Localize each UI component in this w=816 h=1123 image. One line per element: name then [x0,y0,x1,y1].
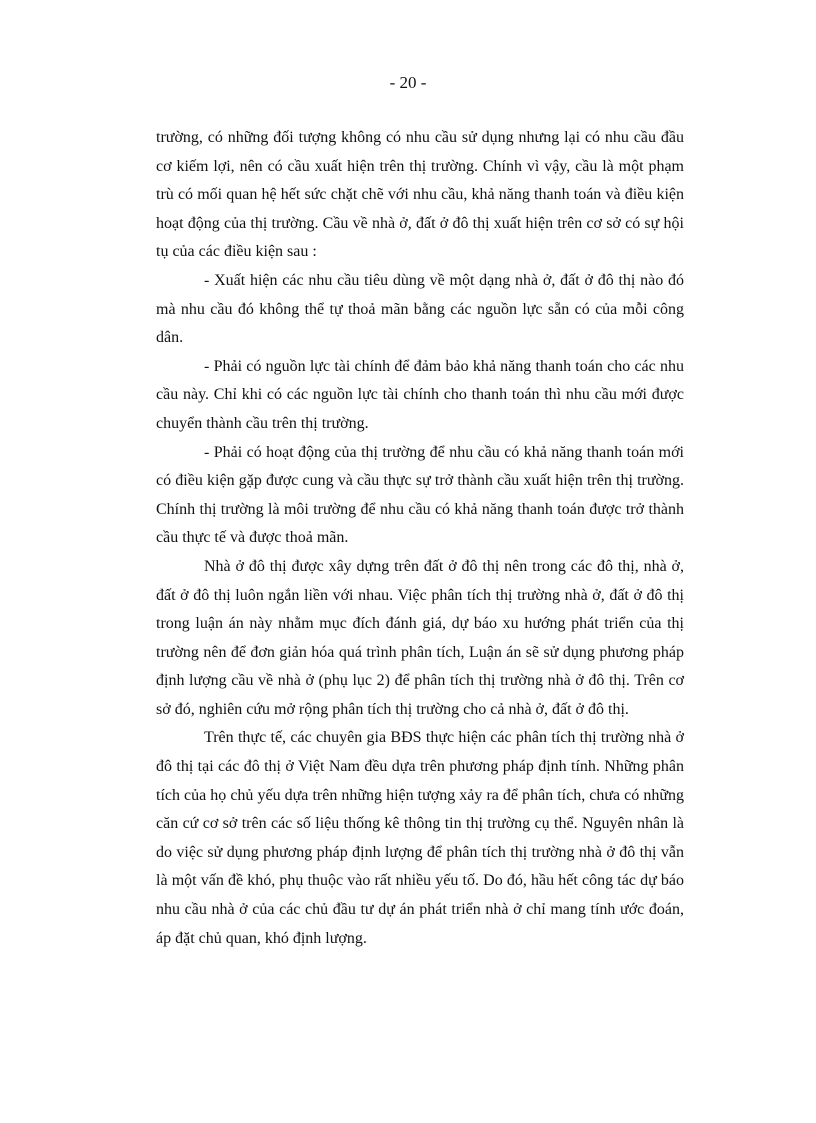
paragraph-urban-housing-land: Nhà ở đô thị được xây dựng trên đất ở đô thị nên trong các đô thị, nhà ở, đất ở đô thị luôn ngắn liền với nhau. Việc phân tích thị trường nhà ở, đất ở đô thị trong luận án này nhằm mục đích đánh giá, dự báo xu hướng phát triển của thị trường nên để đơn giản hóa quá trình phân tích, Luận án sẽ sử dụng phương pháp định lượng cầu về nhà ở (phụ lục 2) để phân tích thị trường nhà ở đô thị. Trên cơ sở đó, nghiên cứu mở rộng phân tích thị trường cho cả nhà ở, đất ở đô thị. [156,557,684,718]
paragraph-continuation: trường, có những đối tượng không có nhu cầu sử dụng nhưng lại có nhu cầu đầu cơ kiếm lợi, nên có cầu xuất hiện trên thị trường. Chính vì vậy, cầu là một phạm trù có mối quan hệ hết sức chặt chẽ với nhu cầu, khả năng thanh toán và điều kiện hoạt động của thị trường. Cầu về nhà ở, đất ở đô thị xuất hiện trên cơ sở có sự hội tụ của các điều kiện sau : [156,129,684,261]
document-body [156,124,684,953]
page-number: - 20 - [389,73,427,92]
paragraph-expert-analysis: Trên thực tế, các chuyên gia BĐS thực hiện các phân tích thị trường nhà ở đô thị tại các đô thị ở Việt Nam đều dựa trên phương pháp định tính. Những phân tích của họ chủ yếu dựa trên những hiện tượng xảy ra để phân tích, chưa có những căn cứ cơ sở trên các số liệu thống kê thông tin thị trường cụ thể. Nguyên nhân là do việc sử dụng phương pháp định lượng để phân tích thị trường nhà ở đô thị vẫn là một vấn đề khó, phụ thuộc vào rất nhiều yếu tố. Do đó, hầu hết công tác dự báo nhu cầu nhà ở của các chủ đầu tư dự án phát triển nhà ở chỉ mang tính ước đoán, áp đặt chủ quan, khó định lượng. [156,729,684,947]
paragraph-condition-consumer-need: - Xuất hiện các nhu cầu tiêu dùng về một dạng nhà ở, đất ở đô thị nào đó mà nhu cầu đó không thể tự thoả mãn bằng các nguồn lực sẵn có của mỗi công dân. [156,271,684,347]
paragraph-condition-financial-resources: - Phải có nguồn lực tài chính để đảm bảo khả năng thanh toán cho các nhu cầu này. Chỉ khi có các nguồn lực tài chính cho thanh toán thì nhu cầu mới được chuyển thành cầu trên thị trường. [156,357,684,432]
paragraph-condition-market-activity: - Phải có hoạt động của thị trường để nhu cầu có khả năng thanh toán mới có điều kiện gặp được cung và cầu thực sự trở thành cầu xuất hiện trên thị trường. Chính thị trường là môi trường để nhu cầu có khả năng thanh toán được trở thành cầu thực tế và được thoả mãn. [156,443,684,547]
